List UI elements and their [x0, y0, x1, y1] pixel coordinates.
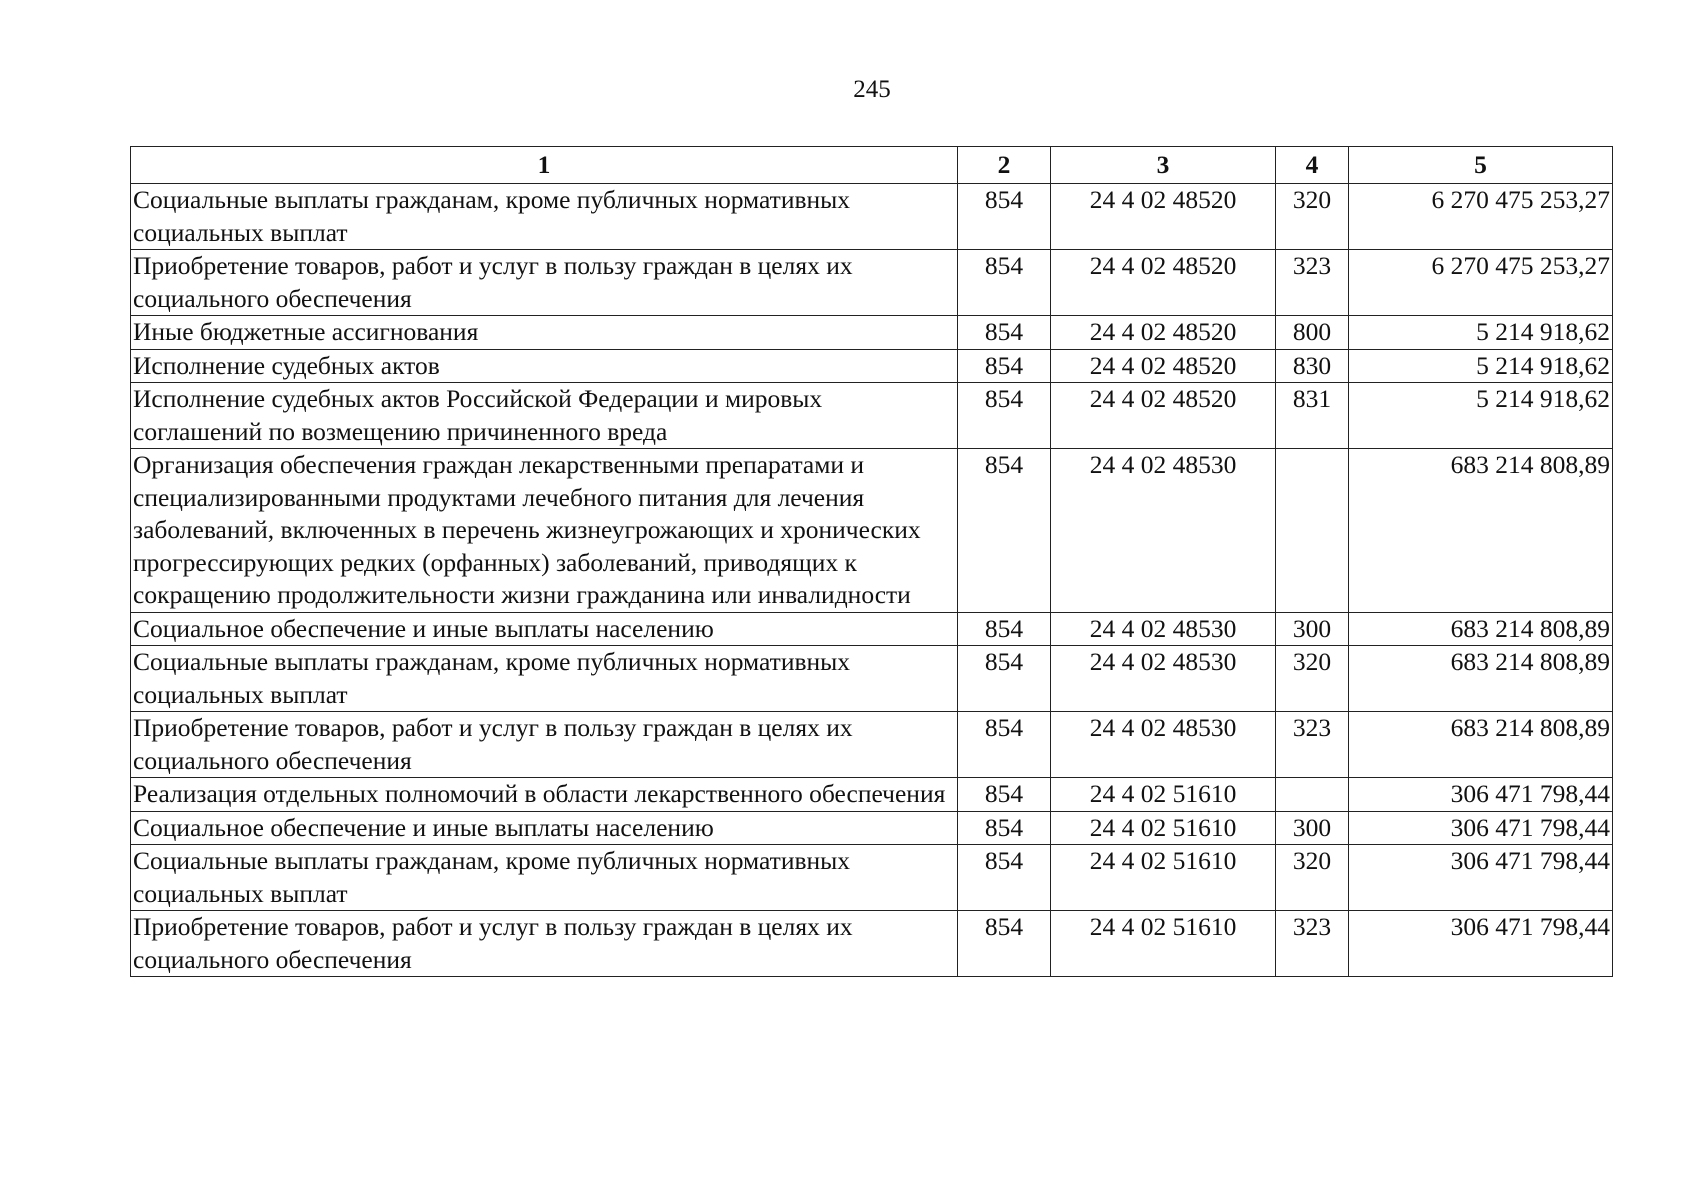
header-cell-5: 5 — [1349, 147, 1613, 184]
table-row — [131, 383, 1613, 449]
row-grbs-cell: 854 — [958, 811, 1051, 845]
table-row — [131, 250, 1613, 316]
row-csr-cell: 24 4 02 48520 — [1051, 349, 1276, 383]
row-csr-cell: 24 4 02 48530 — [1051, 646, 1276, 712]
row-vr-cell — [1276, 778, 1349, 812]
row-csr-cell: 24 4 02 48530 — [1051, 612, 1276, 646]
table-row — [131, 845, 1613, 911]
row-vr-cell: 300 — [1276, 811, 1349, 845]
row-vr-cell — [1276, 449, 1349, 613]
row-name-cell: Организация обеспечения граждан лекарственными препаратами и специализированными продуктами лечебного питания для лечения заболеваний, включенных в перечень жизнеугрожающих и хронических прогрессирующих редких (орфанных) заболеваний, приводящих к сокращению продолжительности жизни гражданина или инвалидности — [131, 449, 958, 613]
table-row — [131, 316, 1613, 350]
row-name-cell: Исполнение судебных актов Российской Федерации и мировых соглашений по возмещению причиненного вреда — [131, 383, 958, 449]
row-csr-cell: 24 4 02 51610 — [1051, 911, 1276, 977]
row-name-cell: Исполнение судебных актов — [131, 349, 958, 383]
row-name-cell: Социальное обеспечение и иные выплаты населению — [131, 811, 958, 845]
row-grbs-cell: 854 — [958, 646, 1051, 712]
row-amount-cell: 683 214 808,89 — [1349, 449, 1613, 613]
row-amount-cell: 306 471 798,44 — [1349, 811, 1613, 845]
header-cell-1: 1 — [131, 147, 958, 184]
row-grbs-cell: 854 — [958, 184, 1051, 250]
table-row — [131, 712, 1613, 778]
row-amount-cell: 5 214 918,62 — [1349, 316, 1613, 350]
row-csr-cell: 24 4 02 48530 — [1051, 449, 1276, 613]
row-name-cell: Социальные выплаты гражданам, кроме публичных нормативных социальных выплат — [131, 184, 958, 250]
row-grbs-cell: 854 — [958, 250, 1051, 316]
row-amount-cell: 683 214 808,89 — [1349, 646, 1613, 712]
table-row — [131, 911, 1613, 977]
row-vr-cell: 323 — [1276, 250, 1349, 316]
row-csr-cell: 24 4 02 48530 — [1051, 712, 1276, 778]
row-csr-cell: 24 4 02 48520 — [1051, 316, 1276, 350]
header-cell-2: 2 — [958, 147, 1051, 184]
row-name-cell: Приобретение товаров, работ и услуг в пользу граждан в целях их социального обеспечения — [131, 712, 958, 778]
row-name-cell: Социальное обеспечение и иные выплаты населению — [131, 612, 958, 646]
header-row — [131, 147, 1613, 184]
table-row — [131, 449, 1613, 613]
row-name-cell: Социальные выплаты гражданам, кроме публичных нормативных социальных выплат — [131, 845, 958, 911]
row-grbs-cell: 854 — [958, 712, 1051, 778]
row-vr-cell: 831 — [1276, 383, 1349, 449]
row-grbs-cell: 854 — [958, 383, 1051, 449]
row-vr-cell: 830 — [1276, 349, 1349, 383]
page-number: 245 — [853, 76, 891, 103]
row-grbs-cell: 854 — [958, 349, 1051, 383]
table-row — [131, 612, 1613, 646]
budget-table — [130, 146, 1613, 977]
row-amount-cell: 306 471 798,44 — [1349, 911, 1613, 977]
row-vr-cell: 323 — [1276, 712, 1349, 778]
row-grbs-cell: 854 — [958, 449, 1051, 613]
row-name-cell: Реализация отдельных полномочий в области лекарственного обеспечения — [131, 778, 958, 812]
row-vr-cell: 320 — [1276, 184, 1349, 250]
row-vr-cell: 300 — [1276, 612, 1349, 646]
row-csr-cell: 24 4 02 51610 — [1051, 778, 1276, 812]
row-csr-cell: 24 4 02 48520 — [1051, 383, 1276, 449]
row-csr-cell: 24 4 02 48520 — [1051, 250, 1276, 316]
row-name-cell: Приобретение товаров, работ и услуг в пользу граждан в целях их социального обеспечения — [131, 911, 958, 977]
row-csr-cell: 24 4 02 51610 — [1051, 845, 1276, 911]
row-grbs-cell: 854 — [958, 316, 1051, 350]
table-row — [131, 184, 1613, 250]
row-name-cell: Приобретение товаров, работ и услуг в пользу граждан в целях их социального обеспечения — [131, 250, 958, 316]
row-grbs-cell: 854 — [958, 778, 1051, 812]
row-amount-cell: 306 471 798,44 — [1349, 845, 1613, 911]
row-amount-cell: 5 214 918,62 — [1349, 349, 1613, 383]
table-row — [131, 778, 1613, 812]
table-row — [131, 811, 1613, 845]
row-vr-cell: 323 — [1276, 911, 1349, 977]
table-row — [131, 646, 1613, 712]
row-name-cell: Иные бюджетные ассигнования — [131, 316, 958, 350]
table-body — [131, 184, 1613, 977]
row-amount-cell: 306 471 798,44 — [1349, 778, 1613, 812]
row-grbs-cell: 854 — [958, 911, 1051, 977]
row-amount-cell: 683 214 808,89 — [1349, 612, 1613, 646]
header-cell-4: 4 — [1276, 147, 1349, 184]
row-name-cell: Социальные выплаты гражданам, кроме публичных нормативных социальных выплат — [131, 646, 958, 712]
row-grbs-cell: 854 — [958, 612, 1051, 646]
row-amount-cell: 683 214 808,89 — [1349, 712, 1613, 778]
row-grbs-cell: 854 — [958, 845, 1051, 911]
row-vr-cell: 320 — [1276, 646, 1349, 712]
table-row — [131, 349, 1613, 383]
header-cell-3: 3 — [1051, 147, 1276, 184]
row-csr-cell: 24 4 02 51610 — [1051, 811, 1276, 845]
row-amount-cell: 6 270 475 253,27 — [1349, 250, 1613, 316]
row-csr-cell: 24 4 02 48520 — [1051, 184, 1276, 250]
row-amount-cell: 6 270 475 253,27 — [1349, 184, 1613, 250]
row-amount-cell: 5 214 918,62 — [1349, 383, 1613, 449]
row-vr-cell: 320 — [1276, 845, 1349, 911]
row-vr-cell: 800 — [1276, 316, 1349, 350]
